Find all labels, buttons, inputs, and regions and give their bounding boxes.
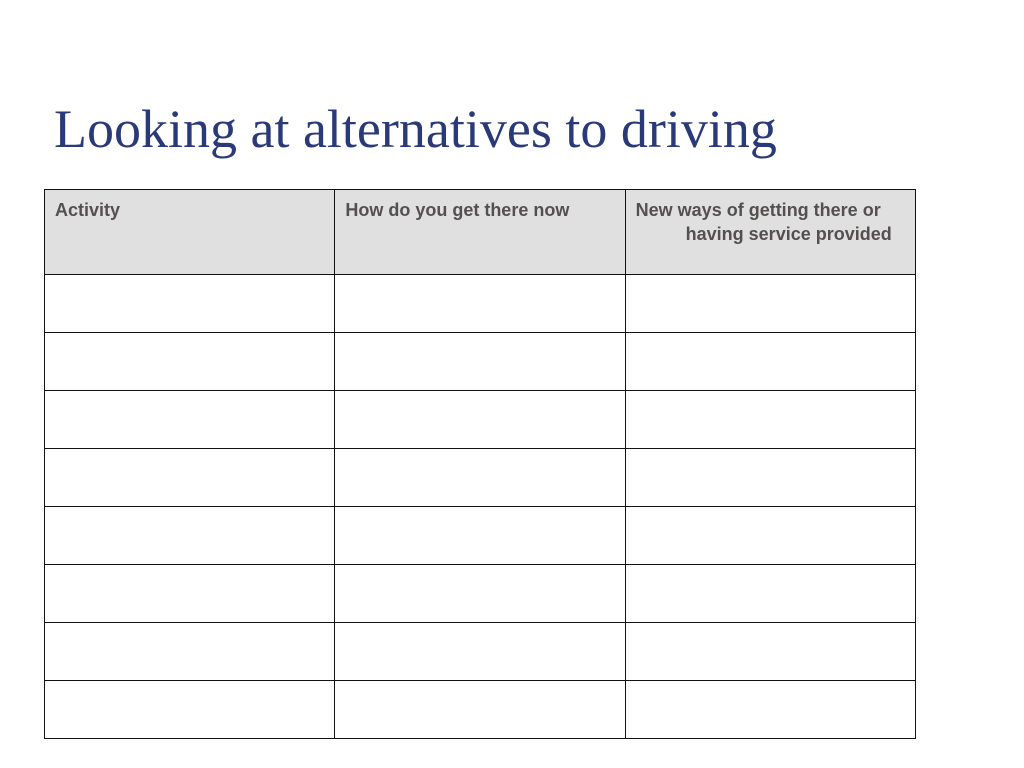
- activity-cell[interactable]: [45, 681, 335, 739]
- table-row: [45, 449, 916, 507]
- column-header-new-ways: New ways of getting there or having service provided: [625, 190, 915, 275]
- new-ways-cell[interactable]: [625, 449, 915, 507]
- current-travel-cell[interactable]: [335, 507, 625, 565]
- new-ways-cell[interactable]: [625, 391, 915, 449]
- current-travel-cell[interactable]: [335, 333, 625, 391]
- new-ways-cell[interactable]: [625, 681, 915, 739]
- new-ways-cell[interactable]: [625, 565, 915, 623]
- activity-cell[interactable]: [45, 623, 335, 681]
- table-body: [45, 275, 916, 739]
- new-ways-cell[interactable]: [625, 623, 915, 681]
- activity-cell[interactable]: [45, 275, 335, 333]
- current-travel-cell[interactable]: [335, 623, 625, 681]
- current-travel-cell[interactable]: [335, 449, 625, 507]
- new-ways-cell[interactable]: [625, 507, 915, 565]
- current-travel-cell[interactable]: [335, 391, 625, 449]
- table-row: [45, 565, 916, 623]
- activity-cell[interactable]: [45, 391, 335, 449]
- table-row: [45, 623, 916, 681]
- slide-title: Looking at alternatives to driving: [54, 99, 777, 159]
- new-ways-cell[interactable]: [625, 275, 915, 333]
- activity-cell[interactable]: [45, 449, 335, 507]
- table-row: [45, 391, 916, 449]
- alternatives-worksheet-table: [44, 189, 916, 739]
- current-travel-cell[interactable]: [335, 275, 625, 333]
- column-header-activity: Activity: [45, 190, 335, 275]
- activity-cell[interactable]: [45, 333, 335, 391]
- new-ways-cell[interactable]: [625, 333, 915, 391]
- current-travel-cell[interactable]: [335, 681, 625, 739]
- table-row: [45, 333, 916, 391]
- table-row: [45, 507, 916, 565]
- activity-cell[interactable]: [45, 507, 335, 565]
- activity-cell[interactable]: [45, 565, 335, 623]
- column-header-current-travel: How do you get there now: [335, 190, 625, 275]
- table-row: [45, 275, 916, 333]
- table-row: [45, 681, 916, 739]
- table-header-row: [45, 190, 916, 275]
- current-travel-cell[interactable]: [335, 565, 625, 623]
